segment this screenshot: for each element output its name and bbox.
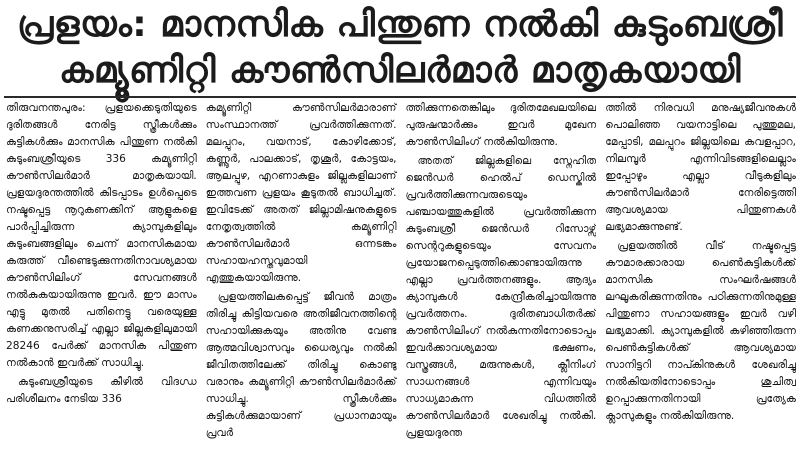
column-4 <box>605 100 796 464</box>
headline-line-2: കമ്യൂണിറ്റി കൗൺസിലർമാർ മാതൃകയായി <box>59 50 741 91</box>
column-1 <box>6 100 197 464</box>
paragraph: തിരുവനന്തപുരം: പ്രളയക്കെടുതിയുടെ ദുരിതങ്ങൾ നേരിട്ട സ്ത്രീകൾക്കും കുട്ടികൾക്കും മാനസിക പിന്തുണ നൽകി കുടുംബശ്രീയുടെ 336 കമ്യൂണിറ്റി കൗൺസിലർമാർ മാതൃകയായി. പ്രളയദുരന്തത്തിൽ കിടപ്പാടം ഉൾപ്പെടെ നഷ്ടപ്പെട്ട നൂറുകണക്കിന് ആളുകളെ പാർപ്പിച്ചിരുന്ന ക്യാമ്പുകളിലും കുടുംബങ്ങളിലും ചെന്ന് മാനസികമായ കരുത്ത് വീണ്ടെടുക്കുന്നതിനാവശ്യമായ കൗൺസിലിംഗ് സേവനങ്ങൾ നൽകുകയായിരുന്നു ഇവർ. ഈ മാസം എട്ടു മുതൽ പതിനെട്ടു വരെയുള്ള കണക്കനുസരിച്ച് എല്ലാ ജില്ലകളിലുമായി 28246 പേർക്ക് മാനസിക പിന്തുണ നൽകാൻ ഇവർക്ക് സാധിച്ചു. <box>6 102 197 369</box>
paragraph: പ്രളയത്തിൽ വീട് നഷ്ടപ്പെട്ട കൗമാരക്കാരായ പെൺകുട്ടികൾക്ക് മാനസിക സംഘർഷങ്ങൾ ലഘൂകരിക്കുന്നതിനും പഠിക്കുന്നതിനുമുള്ള പിന്തുണാ സഹായങ്ങളും ഇവർ വഴി ലഭ്യമാക്കി. ക്യാമ്പുകളിൽ കഴിഞ്ഞിരുന്ന പെൺകുട്ടികൾക്ക് ആവശ്യമായ സാനിട്ടറി നാപ്കിനുകൾ ശേഖരിച്ചു നൽകിയതിനോടൊപ്പം ശുചിത്വ ഉറപ്പാക്കുന്നതിനായി പ്രത്യേക ക്ലാസുകളും നൽകിയിരുന്നു. <box>605 240 796 422</box>
headline-line-1: പ്രളയം: മാനസിക പിന്തുണ നൽകി കുടുംബശ്രീ <box>16 4 784 45</box>
paragraph: കമ്യൂണിറ്റി കൗൺസിലർമാരാണ് സംസ്ഥാനത്ത് പ്രവർത്തിക്കുന്നത്. മലപ്പുറം, വയനാട്, കോഴിക്കോട്, കണ്ണൂർ, പാലക്കാട്, തൃശൂർ, കോട്ടയം, ആലപ്പുഴ, എറണാകുളം ജില്ലകളിലാണ് ഇത്തവണ പ്രളയം കൂടുതൽ ബാധിച്ചത്. ഇവിടേക്ക് അതത് ജില്ലാമിഷനുകളുടെ നേതൃത്വത്തിൽ കമ്യൂണിറ്റി കൗൺസിലർമാർ ഒന്നടങ്കം സഹായഹസ്തവുമായി എത്തുകയായിരുന്നു. <box>205 102 397 284</box>
paragraph: കുടുംബശ്രീയുടെ കീഴിൽ വിദഗ്ധ പരിശീലനം നേടിയ 336 <box>6 376 197 405</box>
paragraph: ത്തിക്കുന്നതെങ്കിലും ദുരിതമേഖലയിലെ പുരുഷന്മാർക്കും ഇവർ മുഖേന കൗൺസിലിംഗ് നൽകിയിരുന്നു. <box>405 102 597 148</box>
column-2 <box>206 100 397 464</box>
paragraph: അതത് ജില്ലകളിലെ സ്നേഹിത ജെൻഡർ ഹെൽപ് ഡെസ്കിൽ പ്രവർത്തിക്കുന്നവരുടെയും പഞ്ചായത്തുകളിൽ പ്രവർത്തിക്കുന്ന കുടുംബശ്രീ ജെൻഡർ റിസോഴ്സ് സെന്ററുകളുടെയും സേവനം പ്രയോജനപ്പെടുത്തിക്കൊണ്ടായിരുന്നു എല്ലാ പ്രവർത്തനങ്ങളും. ആദ്യം ക്യാമ്പുകൾ കേന്ദ്രീകരിച്ചായിരുന്നു പ്രവർത്തനം. ദുരിതബാധിതർക്ക് കൗൺസിലിംഗ് നൽകുന്നതിനോടൊപ്പം ഇവർക്കാവശ്യമായ ഭക്ഷണം, വസ്ത്രങ്ങൾ, മരുന്നുകൾ, ക്ലീനിംഗ് സാധനങ്ങൾ എന്നിവയും സാധ്യമാകുന്ന വിധത്തിൽ കൗൺസിലർമാർ ശേഖരിച്ചു നൽകി. പ്രളയദുരന്ത <box>405 155 597 439</box>
article-body <box>6 100 796 464</box>
headline <box>4 2 796 94</box>
paragraph: പ്രളയത്തിലകപ്പെട്ട് ജീവൻ മാത്രം തിരിച്ചു കിട്ടിയവരെ അതിജീവനത്തിന്റെ സഹായിക്കുകയും അതിനു വേണ്ട ആത്മവിശ്വാസവും ധൈര്യവും നൽകി ജീവിതത്തിലേക്ക് തിരിച്ചു കൊണ്ടു വരാനും കമ്യൂണിറ്റി കൗൺസിലർമാർക്ക് സാധിച്ചു. സ്ത്രീകൾക്കും കുട്ടികൾക്കുമായാണ് പ്രധാനമായും പ്രവർ <box>205 291 397 439</box>
paragraph: ത്തിൽ നിരവധി മനുഷ്യജീവനുകൾ പൊലിഞ്ഞ വയനാട്ടിലെ പുത്തുമല, മേപ്പാടി, മലപ്പുറം ജില്ലയിലെ കവളപ്പാറ, നിലമ്പൂർ എന്നിവിടങ്ങളിലെല്ലാം ഇപ്പോഴും എല്ലാ വീടുകളിലും കൗൺസിലർമാർ നേരിട്ടെത്തി ആവശ്യമായ പിന്തുണകൾ ലഭ്യമാക്കുന്നുണ്ട്. <box>605 102 796 233</box>
headline-rule <box>4 96 796 98</box>
column-3 <box>406 100 597 464</box>
